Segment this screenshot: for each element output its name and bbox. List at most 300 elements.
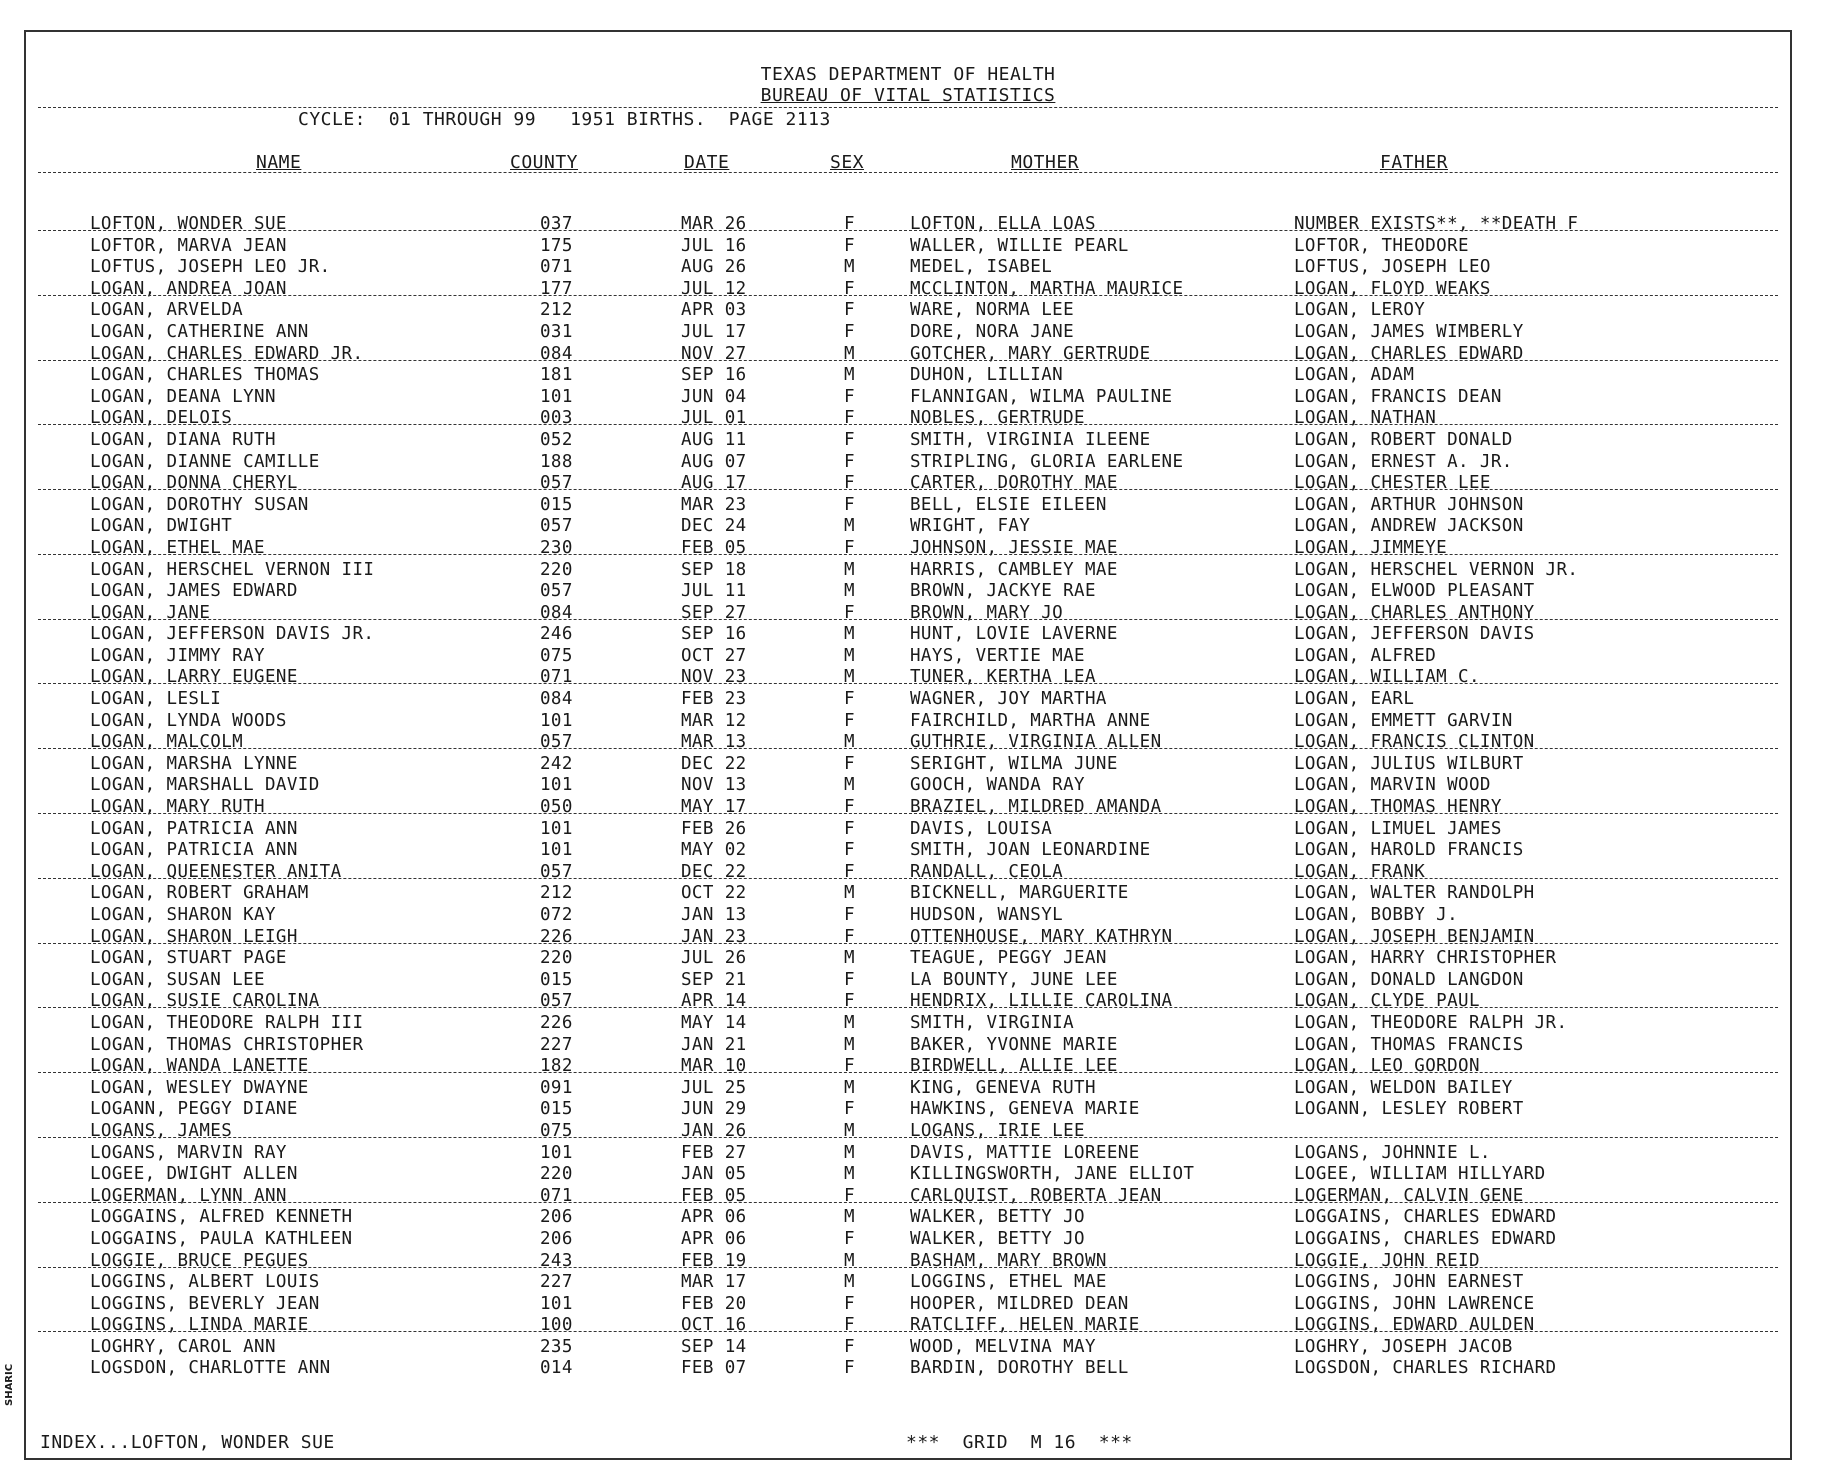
- cell-sex: F: [844, 451, 855, 472]
- footer-grid: *** GRID M 16 ***: [906, 1432, 1133, 1453]
- cell-sex: M: [844, 1120, 855, 1141]
- cell-father: LOGGAINS, CHARLES EDWARD: [1294, 1228, 1557, 1249]
- cell-county: 227: [540, 1034, 573, 1055]
- cell-county: 212: [540, 300, 573, 321]
- cell-sex: M: [844, 516, 855, 537]
- cell-name: LOGSDON, CHARLOTTE ANN: [90, 1358, 331, 1379]
- cell-father: LOFTUS, JOSEPH LEO: [1294, 257, 1491, 278]
- cell-county: 072: [540, 905, 573, 925]
- cell-name: LOGAN, DEANA LYNN: [90, 386, 276, 407]
- cell-sex: M: [844, 1077, 855, 1098]
- cell-county: 101: [540, 386, 573, 407]
- cell-sex: M: [844, 343, 855, 364]
- cell-date: JAN 05: [681, 1164, 747, 1185]
- cell-date: DEC 24: [681, 516, 747, 537]
- cell-mother: BAKER, YVONNE MARIE: [910, 1034, 1118, 1055]
- cell-sex: M: [844, 948, 855, 969]
- cell-name: LOGAN, LESLI: [90, 689, 222, 710]
- cell-date: JAN 26: [681, 1120, 747, 1141]
- cell-county: 015: [540, 969, 573, 990]
- cell-sex: F: [844, 1056, 855, 1077]
- cell-date: SEP 21: [681, 969, 747, 990]
- side-label: SHARIC: [4, 1363, 15, 1406]
- table-row: [26, 1078, 1790, 1100]
- cell-mother: CARTER, DOROTHY MAE: [910, 473, 1118, 494]
- cell-father: LOGAN, ELWOOD PLEASANT: [1294, 581, 1535, 602]
- cell-father: LOGAN, ERNEST A. JR.: [1294, 451, 1513, 472]
- cell-father: LOGAN, DONALD LANGDON: [1294, 969, 1524, 990]
- cell-date: SEP 27: [681, 602, 747, 623]
- cell-mother: MEDEL, ISABEL: [910, 257, 1053, 278]
- records-table: [26, 214, 1790, 1380]
- cell-sex: F: [844, 1228, 855, 1249]
- cell-mother: HOOPER, MILDRED DEAN: [910, 1293, 1129, 1314]
- table-row: [26, 927, 1790, 949]
- cell-name: LOGAN, DIANA RUTH: [90, 429, 276, 450]
- cell-sex: F: [844, 386, 855, 407]
- table-row: [26, 689, 1790, 711]
- cell-mother: SERIGHT, WILMA JUNE: [910, 753, 1118, 774]
- cell-sex: F: [844, 710, 855, 731]
- cell-father: LOGGINS, JOHN EARNEST: [1294, 1272, 1524, 1293]
- table-row: [26, 991, 1790, 1013]
- cell-date: APR 14: [681, 991, 747, 1012]
- cell-mother: FLANNIGAN, WILMA PAULINE: [910, 386, 1173, 407]
- cell-name: LOGAN, QUEENESTER ANITA: [90, 861, 342, 882]
- cell-name: LOGAN, STUART PAGE: [90, 948, 287, 969]
- cell-date: JUL 17: [681, 321, 747, 342]
- cell-county: 230: [540, 537, 573, 558]
- cell-date: OCT 27: [681, 645, 747, 666]
- cell-sex: F: [844, 818, 855, 839]
- table-row: [26, 430, 1790, 452]
- cell-name: LOGAN, ROBERT GRAHAM: [90, 883, 309, 904]
- cell-mother: GOOCH, WANDA RAY: [910, 775, 1085, 796]
- column-header-mother: MOTHER: [1011, 152, 1080, 173]
- cell-county: 057: [540, 473, 573, 494]
- cell-mother: BROWN, JACKYE RAE: [910, 581, 1096, 602]
- cell-mother: JOHNSON, JESSIE MAE: [910, 537, 1118, 558]
- table-row: [26, 538, 1790, 560]
- cell-father: LOGHRY, JOSEPH JACOB: [1294, 1336, 1513, 1357]
- cell-county: 182: [540, 1056, 573, 1077]
- cell-county: 235: [540, 1336, 573, 1357]
- table-row: [26, 819, 1790, 841]
- cell-name: LOGHRY, CAROL ANN: [90, 1336, 276, 1357]
- cell-date: JUL 26: [681, 948, 747, 969]
- cell-mother: OTTENHOUSE, MARY KATHRYN: [910, 926, 1173, 947]
- table-row: [26, 1207, 1790, 1229]
- cell-father: LOGAN, THOMAS HENRY: [1294, 797, 1502, 818]
- department-title: TEXAS DEPARTMENT OF HEALTH: [760, 64, 1056, 85]
- cell-sex: F: [844, 602, 855, 623]
- cell-sex: F: [844, 278, 855, 299]
- cell-father: LOFTOR, THEODORE: [1294, 235, 1469, 256]
- cell-date: FEB 20: [681, 1293, 747, 1314]
- cell-sex: F: [844, 969, 855, 990]
- cell-sex: M: [844, 775, 855, 796]
- cell-county: 101: [540, 710, 573, 731]
- cell-county: 075: [540, 1120, 573, 1141]
- cell-date: FEB 07: [681, 1358, 747, 1379]
- cell-name: LOGAN, MARSHALL DAVID: [90, 775, 320, 796]
- cell-mother: NOBLES, GERTRUDE: [910, 408, 1085, 429]
- cell-name: LOGAN, SHARON KAY: [90, 905, 276, 925]
- cell-father: LOGAN, WALTER RANDOLPH: [1294, 883, 1535, 904]
- cell-mother: BIRDWELL, ALLIE LEE: [910, 1056, 1118, 1077]
- table-row: [26, 1099, 1790, 1121]
- table-row: [26, 1251, 1790, 1273]
- cell-father: LOGAN, ADAM: [1294, 365, 1415, 386]
- cell-sex: M: [844, 645, 855, 666]
- cell-sex: F: [844, 1185, 855, 1206]
- table-row: [26, 560, 1790, 582]
- cell-mother: BROWN, MARY JO: [910, 602, 1064, 623]
- cell-name: LOGAN, SUSIE CAROLINA: [90, 991, 320, 1012]
- cell-date: AUG 11: [681, 429, 747, 450]
- cell-sex: M: [844, 732, 855, 753]
- cell-date: JAN 23: [681, 926, 747, 947]
- cell-father: LOGAN, JOSEPH BENJAMIN: [1294, 926, 1535, 947]
- cell-date: MAR 13: [681, 732, 747, 753]
- cell-name: LOGAN, WESLEY DWAYNE: [90, 1077, 309, 1098]
- cell-date: NOV 23: [681, 667, 747, 688]
- cell-father: LOGGINS, EDWARD AULDEN: [1294, 1315, 1535, 1336]
- cell-mother: KING, GENEVA RUTH: [910, 1077, 1096, 1098]
- document-frame: [24, 30, 1792, 1460]
- cell-name: LOGAN, MALCOLM: [90, 732, 244, 753]
- cell-date: MAY 02: [681, 840, 747, 861]
- cell-sex: M: [844, 624, 855, 645]
- table-row: [26, 732, 1790, 754]
- table-row: [26, 754, 1790, 776]
- cell-mother: BICKNELL, MARGUERITE: [910, 883, 1129, 904]
- cell-father: LOGAN, JIMMEYE: [1294, 537, 1448, 558]
- cell-name: LOGAN, LARRY EUGENE: [90, 667, 298, 688]
- cell-sex: F: [844, 1099, 855, 1120]
- cell-mother: DAVIS, LOUISA: [910, 818, 1053, 839]
- cell-name: LOGAN, LYNDA WOODS: [90, 710, 287, 731]
- cell-date: FEB 19: [681, 1250, 747, 1271]
- table-row: [26, 408, 1790, 430]
- cell-county: 101: [540, 1142, 573, 1163]
- cell-father: LOGAN, WELDON BAILEY: [1294, 1077, 1513, 1098]
- cell-father: LOGAN, CLYDE PAUL: [1294, 991, 1480, 1012]
- cell-name: LOGAN, MARSHA LYNNE: [90, 753, 298, 774]
- cell-sex: M: [844, 365, 855, 386]
- cell-date: FEB 05: [681, 1185, 747, 1206]
- cell-date: JUL 01: [681, 408, 747, 429]
- cell-date: AUG 26: [681, 257, 747, 278]
- cell-name: LOGAN, ETHEL MAE: [90, 537, 265, 558]
- cell-mother: LOGGINS, ETHEL MAE: [910, 1272, 1107, 1293]
- cell-county: 212: [540, 883, 573, 904]
- cell-name: LOGAN, PATRICIA ANN: [90, 818, 298, 839]
- cell-father: LOGAN, ARTHUR JOHNSON: [1294, 494, 1524, 515]
- cell-name: LOGANS, MARVIN RAY: [90, 1142, 287, 1163]
- cell-date: OCT 22: [681, 883, 747, 904]
- cell-date: JUL 25: [681, 1077, 747, 1098]
- cell-mother: RANDALL, CEOLA: [910, 861, 1064, 882]
- cell-county: 057: [540, 516, 573, 537]
- cell-date: FEB 27: [681, 1142, 747, 1163]
- cell-county: 242: [540, 753, 573, 774]
- cell-father: LOGAN, WILLIAM C.: [1294, 667, 1480, 688]
- cell-mother: CARLQUIST, ROBERTA JEAN: [910, 1185, 1162, 1206]
- cell-father: LOGAN, LIMUEL JAMES: [1294, 818, 1502, 839]
- cell-sex: F: [844, 408, 855, 429]
- cell-name: LOGAN, DOROTHY SUSAN: [90, 494, 309, 515]
- cell-name: LOGAN, WANDA LANETTE: [90, 1056, 309, 1077]
- cell-father: LOGAN, CHESTER LEE: [1294, 473, 1491, 494]
- cell-mother: HARRIS, CAMBLEY MAE: [910, 559, 1118, 580]
- cell-mother: WALKER, BETTY JO: [910, 1228, 1085, 1249]
- cell-county: 226: [540, 926, 573, 947]
- table-row: [26, 711, 1790, 733]
- cell-name: LOGAN, DONNA CHERYL: [90, 473, 298, 494]
- cell-date: APR 06: [681, 1207, 747, 1228]
- cell-father: LOGGAINS, CHARLES EDWARD: [1294, 1207, 1557, 1228]
- cell-date: AUG 17: [681, 473, 747, 494]
- cell-sex: F: [844, 537, 855, 558]
- cell-sex: M: [844, 1272, 855, 1293]
- cell-county: 052: [540, 429, 573, 450]
- cell-county: 206: [540, 1228, 573, 1249]
- cell-date: NOV 13: [681, 775, 747, 796]
- cell-sex: F: [844, 494, 855, 515]
- cell-county: 181: [540, 365, 573, 386]
- cell-name: LOGAN, CHARLES EDWARD JR.: [90, 343, 364, 364]
- cell-county: 101: [540, 840, 573, 861]
- cell-date: DEC 22: [681, 753, 747, 774]
- cell-father: LOGAN, HERSCHEL VERNON JR.: [1294, 559, 1579, 580]
- cell-date: JUL 12: [681, 278, 747, 299]
- table-row: [26, 948, 1790, 970]
- cell-mother: WRIGHT, FAY: [910, 516, 1031, 537]
- cell-name: LOGGINS, LINDA MARIE: [90, 1315, 309, 1336]
- cell-mother: BRAZIEL, MILDRED AMANDA: [910, 797, 1162, 818]
- cell-sex: F: [844, 905, 855, 925]
- table-row: [26, 365, 1790, 387]
- table-row: [26, 905, 1790, 927]
- table-row: [26, 257, 1790, 279]
- cell-sex: F: [844, 840, 855, 861]
- cell-mother: HUDSON, WANSYL: [910, 905, 1064, 925]
- cell-mother: FAIRCHILD, MARTHA ANNE: [910, 710, 1151, 731]
- cell-father: LOGAN, EARL: [1294, 689, 1415, 710]
- column-header-date: DATE: [684, 152, 730, 173]
- cell-mother: LOFTON, ELLA LOAS: [910, 214, 1096, 234]
- cell-sex: F: [844, 429, 855, 450]
- cell-father: LOGAN, LEROY: [1294, 300, 1426, 321]
- table-row: [26, 862, 1790, 884]
- cell-mother: HUNT, LOVIE LAVERNE: [910, 624, 1118, 645]
- cell-sex: M: [844, 1142, 855, 1163]
- cell-sex: F: [844, 300, 855, 321]
- cell-sex: F: [844, 753, 855, 774]
- cell-mother: BASHAM, MARY BROWN: [910, 1250, 1107, 1271]
- cell-county: 206: [540, 1207, 573, 1228]
- cell-county: 057: [540, 991, 573, 1012]
- cell-county: 220: [540, 559, 573, 580]
- cell-name: LOGAN, DIANNE CAMILLE: [90, 451, 320, 472]
- cell-name: LOGERMAN, LYNN ANN: [90, 1185, 287, 1206]
- table-row: [26, 667, 1790, 689]
- cell-date: JAN 13: [681, 905, 747, 925]
- table-row: [26, 236, 1790, 258]
- cell-date: JUN 04: [681, 386, 747, 407]
- cell-sex: M: [844, 1012, 855, 1033]
- cell-father: LOGAN, THEODORE RALPH JR.: [1294, 1012, 1568, 1033]
- cell-county: 057: [540, 732, 573, 753]
- cell-name: LOGAN, CATHERINE ANN: [90, 321, 309, 342]
- column-header-name: NAME: [256, 152, 302, 173]
- cell-sex: M: [844, 1207, 855, 1228]
- cell-county: 243: [540, 1250, 573, 1271]
- cell-county: 015: [540, 1099, 573, 1120]
- cell-name: LOFTON, WONDER SUE: [90, 214, 287, 234]
- cell-father: LOGAN, LEO GORDON: [1294, 1056, 1480, 1077]
- cell-mother: WAGNER, JOY MARTHA: [910, 689, 1107, 710]
- cell-name: LOGGINS, BEVERLY JEAN: [90, 1293, 320, 1314]
- cell-name: LOGAN, CHARLES THOMAS: [90, 365, 320, 386]
- cell-date: MAR 17: [681, 1272, 747, 1293]
- table-row: [26, 1013, 1790, 1035]
- table-row: [26, 344, 1790, 366]
- table-row: [26, 1272, 1790, 1294]
- cell-sex: F: [844, 473, 855, 494]
- cell-father: LOGAN, HAROLD FRANCIS: [1294, 840, 1524, 861]
- cell-mother: SMITH, VIRGINIA ILEENE: [910, 429, 1151, 450]
- table-row: [26, 495, 1790, 517]
- cell-name: LOGAN, JANE: [90, 602, 211, 623]
- cell-father: LOGAN, HARRY CHRISTOPHER: [1294, 948, 1557, 969]
- cell-father: LOGANN, LESLEY ROBERT: [1294, 1099, 1524, 1120]
- column-header-sex: SEX: [830, 152, 865, 173]
- cell-county: 175: [540, 235, 573, 256]
- table-row: [26, 1358, 1790, 1380]
- cell-county: 014: [540, 1358, 573, 1379]
- cell-name: LOGAN, DELOIS: [90, 408, 233, 429]
- cell-mother: STRIPLING, GLORIA EARLENE: [910, 451, 1184, 472]
- cell-name: LOGAN, PATRICIA ANN: [90, 840, 298, 861]
- cell-sex: F: [844, 1358, 855, 1379]
- cell-date: JUN 29: [681, 1099, 747, 1120]
- table-row: [26, 1056, 1790, 1078]
- cell-date: MAY 17: [681, 797, 747, 818]
- cell-county: 015: [540, 494, 573, 515]
- cell-father: LOGAN, FRANCIS CLINTON: [1294, 732, 1535, 753]
- cell-sex: F: [844, 214, 855, 234]
- cell-name: LOGAN, HERSCHEL VERNON III: [90, 559, 375, 580]
- table-row: [26, 1121, 1790, 1143]
- cell-date: OCT 16: [681, 1315, 747, 1336]
- cell-mother: HAYS, VERTIE MAE: [910, 645, 1085, 666]
- cell-mother: WALKER, BETTY JO: [910, 1207, 1085, 1228]
- cell-mother: WARE, NORMA LEE: [910, 300, 1075, 321]
- cell-mother: WALLER, WILLIE PEARL: [910, 235, 1129, 256]
- cell-county: 031: [540, 321, 573, 342]
- column-header-divider: [38, 172, 1778, 173]
- cell-county: 057: [540, 861, 573, 882]
- header-divider: [38, 107, 1778, 108]
- cell-father: LOGANS, JOHNNIE L.: [1294, 1142, 1491, 1163]
- cell-mother: DUHON, LILLIAN: [910, 365, 1064, 386]
- cell-county: 091: [540, 1077, 573, 1098]
- cell-mother: HAWKINS, GENEVA MARIE: [910, 1099, 1140, 1120]
- cell-date: SEP 16: [681, 624, 747, 645]
- cell-county: 226: [540, 1012, 573, 1033]
- cell-sex: F: [844, 235, 855, 256]
- cell-sex: F: [844, 1315, 855, 1336]
- cell-county: 084: [540, 689, 573, 710]
- cell-county: 037: [540, 214, 573, 234]
- table-row: [26, 300, 1790, 322]
- cell-father: LOGAN, THOMAS FRANCIS: [1294, 1034, 1524, 1055]
- cell-name: LOGGAINS, PAULA KATHLEEN: [90, 1228, 353, 1249]
- table-row: [26, 1315, 1790, 1337]
- cell-father: LOGAN, ALFRED: [1294, 645, 1437, 666]
- table-row: [26, 279, 1790, 301]
- table-row: [26, 516, 1790, 538]
- cell-date: FEB 05: [681, 537, 747, 558]
- cell-name: LOGAN, ANDREA JOAN: [90, 278, 287, 299]
- cell-father: LOGAN, FLOYD WEAKS: [1294, 278, 1491, 299]
- table-row: [26, 797, 1790, 819]
- cell-county: 084: [540, 343, 573, 364]
- cell-county: 071: [540, 257, 573, 278]
- cell-county: 003: [540, 408, 573, 429]
- cell-father: LOGAN, FRANK: [1294, 861, 1426, 882]
- cell-father: LOGGIE, JOHN REID: [1294, 1250, 1480, 1271]
- cell-father: LOGAN, ANDREW JACKSON: [1294, 516, 1524, 537]
- cell-date: MAR 12: [681, 710, 747, 731]
- cell-name: LOGGAINS, ALFRED KENNETH: [90, 1207, 353, 1228]
- column-header-county: COUNTY: [510, 152, 579, 173]
- table-row: [26, 603, 1790, 625]
- cell-sex: F: [844, 797, 855, 818]
- cell-name: LOFTOR, MARVA JEAN: [90, 235, 287, 256]
- cell-sex: F: [844, 321, 855, 342]
- table-row: [26, 775, 1790, 797]
- cell-name: LOGAN, THOMAS CHRISTOPHER: [90, 1034, 364, 1055]
- cell-date: SEP 16: [681, 365, 747, 386]
- cell-father: LOGERMAN, CALVIN GENE: [1294, 1185, 1524, 1206]
- cell-date: APR 03: [681, 300, 747, 321]
- table-row: [26, 214, 1790, 236]
- cell-mother: RATCLIFF, HELEN MARIE: [910, 1315, 1140, 1336]
- cell-sex: M: [844, 1250, 855, 1271]
- cell-date: APR 06: [681, 1228, 747, 1249]
- cell-mother: SMITH, JOAN LEONARDINE: [910, 840, 1151, 861]
- cell-date: JUL 16: [681, 235, 747, 256]
- cell-county: 220: [540, 948, 573, 969]
- bureau-title: BUREAU OF VITAL STATISTICS: [760, 85, 1056, 106]
- cell-name: LOGAN, JIMMY RAY: [90, 645, 265, 666]
- cell-name: LOGAN, JAMES EDWARD: [90, 581, 298, 602]
- cell-date: NOV 27: [681, 343, 747, 364]
- cell-father: LOGEE, WILLIAM HILLYARD: [1294, 1164, 1546, 1185]
- table-row: [26, 1164, 1790, 1186]
- cell-name: LOGAN, MARY RUTH: [90, 797, 265, 818]
- table-row: [26, 452, 1790, 474]
- cell-sex: F: [844, 861, 855, 882]
- table-row: [26, 322, 1790, 344]
- cell-father: LOGAN, MARVIN WOOD: [1294, 775, 1491, 796]
- cycle-line: CYCLE: 01 THROUGH 99 1951 BIRTHS. PAGE 2113: [298, 109, 831, 130]
- cell-county: 246: [540, 624, 573, 645]
- cell-date: JUL 11: [681, 581, 747, 602]
